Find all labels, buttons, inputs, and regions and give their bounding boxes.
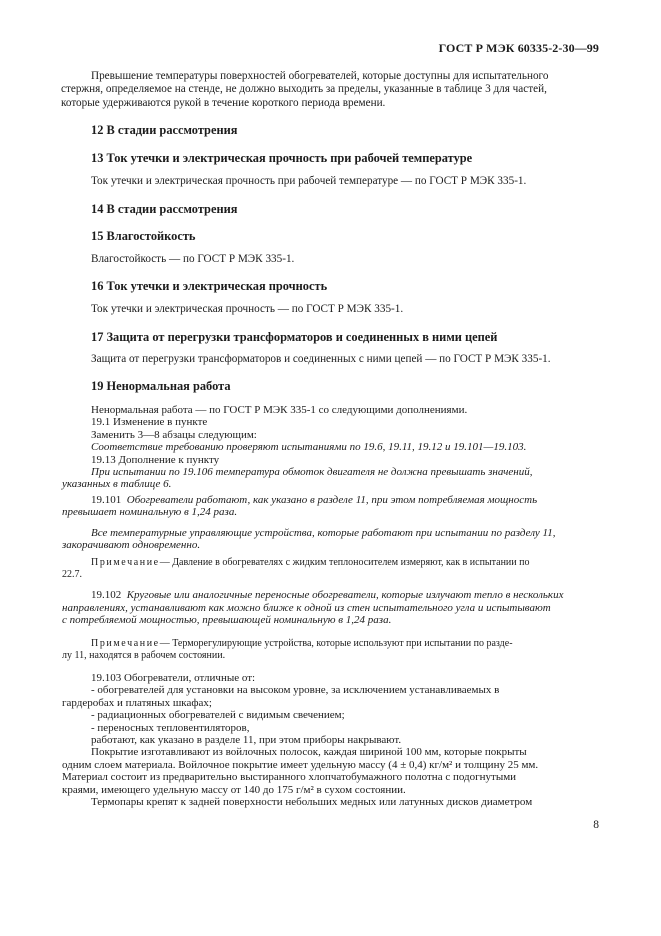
- text-line: указанных в таблице 6.: [62, 478, 172, 491]
- text-line: - обогревателей для установки на высоком уровне, за исключением устанавливаемых в: [91, 684, 500, 697]
- clause-19-101: [62, 494, 599, 552]
- note-text: — Давление в обогревателях с жидким теплоносителем измеряют, как в испытании по: [159, 557, 530, 568]
- text-line: При испытании по 19.106 температура обмоток двигателя не должна превышать значений,: [91, 466, 533, 479]
- text-line: стержня, определяемое на стенде, не должно выходить за пределы, указанные в таблице 3 для частей,: [61, 83, 547, 96]
- text-line: краями, имеющего удельную массу от 140 до 175 г/м² в сухом состоянии.: [62, 783, 406, 796]
- text-line: [91, 589, 599, 602]
- clause-number: 19.102: [91, 589, 122, 601]
- text-line: одним слоем материала. Войлочное покрытие имеет удельную массу (4 ± 0,4) кг/м² и толщину 25 мм.: [62, 758, 539, 771]
- page-number: 8: [593, 819, 599, 831]
- text-line: - переносных тепловентиляторов,: [91, 721, 250, 734]
- note-1: [62, 557, 599, 582]
- text-line: - радиационных обогревателей с видимым свечением;: [91, 709, 345, 722]
- section-15-text: Влагостойкость — по ГОСТ Р МЭК 335-1.: [91, 253, 295, 265]
- text-line: Превышение температуры поверхностей обогревателей, которые доступны для испытательного: [91, 70, 549, 82]
- section-16-heading: 16 Ток утечки и электрическая прочность: [91, 279, 328, 293]
- clause-19-102: [62, 589, 599, 627]
- text-line: работают, как указано в разделе 11, при этом приборы накрывают.: [91, 734, 402, 747]
- note-line: [91, 557, 599, 569]
- text-line: с потребляемой мощностью, превышающей номинальную в 1,24 раза.: [62, 614, 392, 627]
- text-line: гардеробах и платяных шкафах;: [62, 696, 212, 709]
- text-line: Материал состоит из предварительно выстиранного хлопчатобумажного полотна с подогнутыми: [62, 771, 517, 784]
- clause-text: Круговые или аналогичные переносные обогреватели, которые излучают тепло в нескольких: [126, 589, 564, 601]
- clause-number: 19.101: [91, 494, 122, 506]
- note-line: [91, 638, 599, 650]
- section-17-text: Защита от перегрузки трансформаторов и соединенных с ними цепей — по ГОСТ Р МЭК 335-1.: [91, 353, 551, 365]
- intro-paragraph: [61, 70, 599, 110]
- section-15-heading: 15 Влагостойкость: [91, 229, 196, 243]
- text-line: 19.13 Дополнение к пункту: [91, 453, 220, 466]
- text-line: Соответствие требованию проверяют испытаниями по 19.6, 19.11, 19.12 и 19.101—19.103.: [91, 441, 527, 454]
- text-line: Покрытие изготавливают из войлочных полосок, каждая шириной 100 мм, которые покрыты: [91, 746, 527, 759]
- section-14-heading: 14 В стадии рассмотрения: [91, 202, 238, 216]
- text-line: направлениях, устанавливают как можно ближе к одной из стен испытательного угла и испытывают: [62, 601, 551, 614]
- note-line: 22.7.: [62, 569, 82, 581]
- text-line: закорачивают одновременно.: [62, 539, 201, 552]
- section-19-body: [62, 404, 599, 491]
- clause-text: Обогреватели работают, как указано в разделе 11, при этом потребляемая мощность: [126, 494, 538, 506]
- text-line: Ненормальная работа — по ГОСТ Р МЭК 335-1 со следующими дополнениями.: [91, 404, 468, 416]
- section-16-text: Ток утечки и электрическая прочность — по ГОСТ Р МЭК 335-1.: [91, 303, 404, 315]
- note-label: Примечание: [91, 638, 160, 649]
- section-19-heading: 19 Ненормальная работа: [91, 379, 231, 393]
- text-line: 19.103 Обогреватели, отличные от:: [91, 672, 256, 684]
- text-line: превышает номинальную в 1,24 раза.: [62, 506, 238, 519]
- standard-header: ГОСТ Р МЭК 60335-2-30—99: [438, 41, 599, 55]
- note-line: лу 11, находятся в рабочем состоянии.: [62, 650, 226, 662]
- note-text: — Терморегулирующие устройства, которые используют при испытании по разде-: [159, 638, 513, 649]
- section-12-heading: 12 В стадии рассмотрения: [91, 123, 238, 137]
- text-line: [91, 494, 599, 506]
- text-line: Термопары крепят к задней поверхности небольших медных или латунных дисков диаметром: [91, 796, 533, 809]
- section-13-text: Ток утечки и электрическая прочность при рабочей температуре — по ГОСТ Р МЭК 335-1.: [91, 175, 527, 187]
- clause-19-103: [62, 672, 599, 809]
- text-line: Заменить 3—8 абзацы следующим:: [91, 428, 257, 441]
- note-label: Примечание: [91, 557, 160, 568]
- note-2: [62, 638, 599, 663]
- text-line: 19.1 Изменение в пункте: [91, 416, 208, 429]
- section-13-heading: 13 Ток утечки и электрическая прочность при рабочей температуре: [91, 151, 473, 165]
- section-17-heading: 17 Защита от перегрузки трансформаторов и соединенных в ними цепей: [91, 330, 498, 344]
- text-line: которые удерживаются рукой в течение короткого периода времени.: [61, 96, 386, 109]
- text-line: Все температурные управляющие устройства, которые работают при испытании по разделу 11,: [91, 526, 556, 539]
